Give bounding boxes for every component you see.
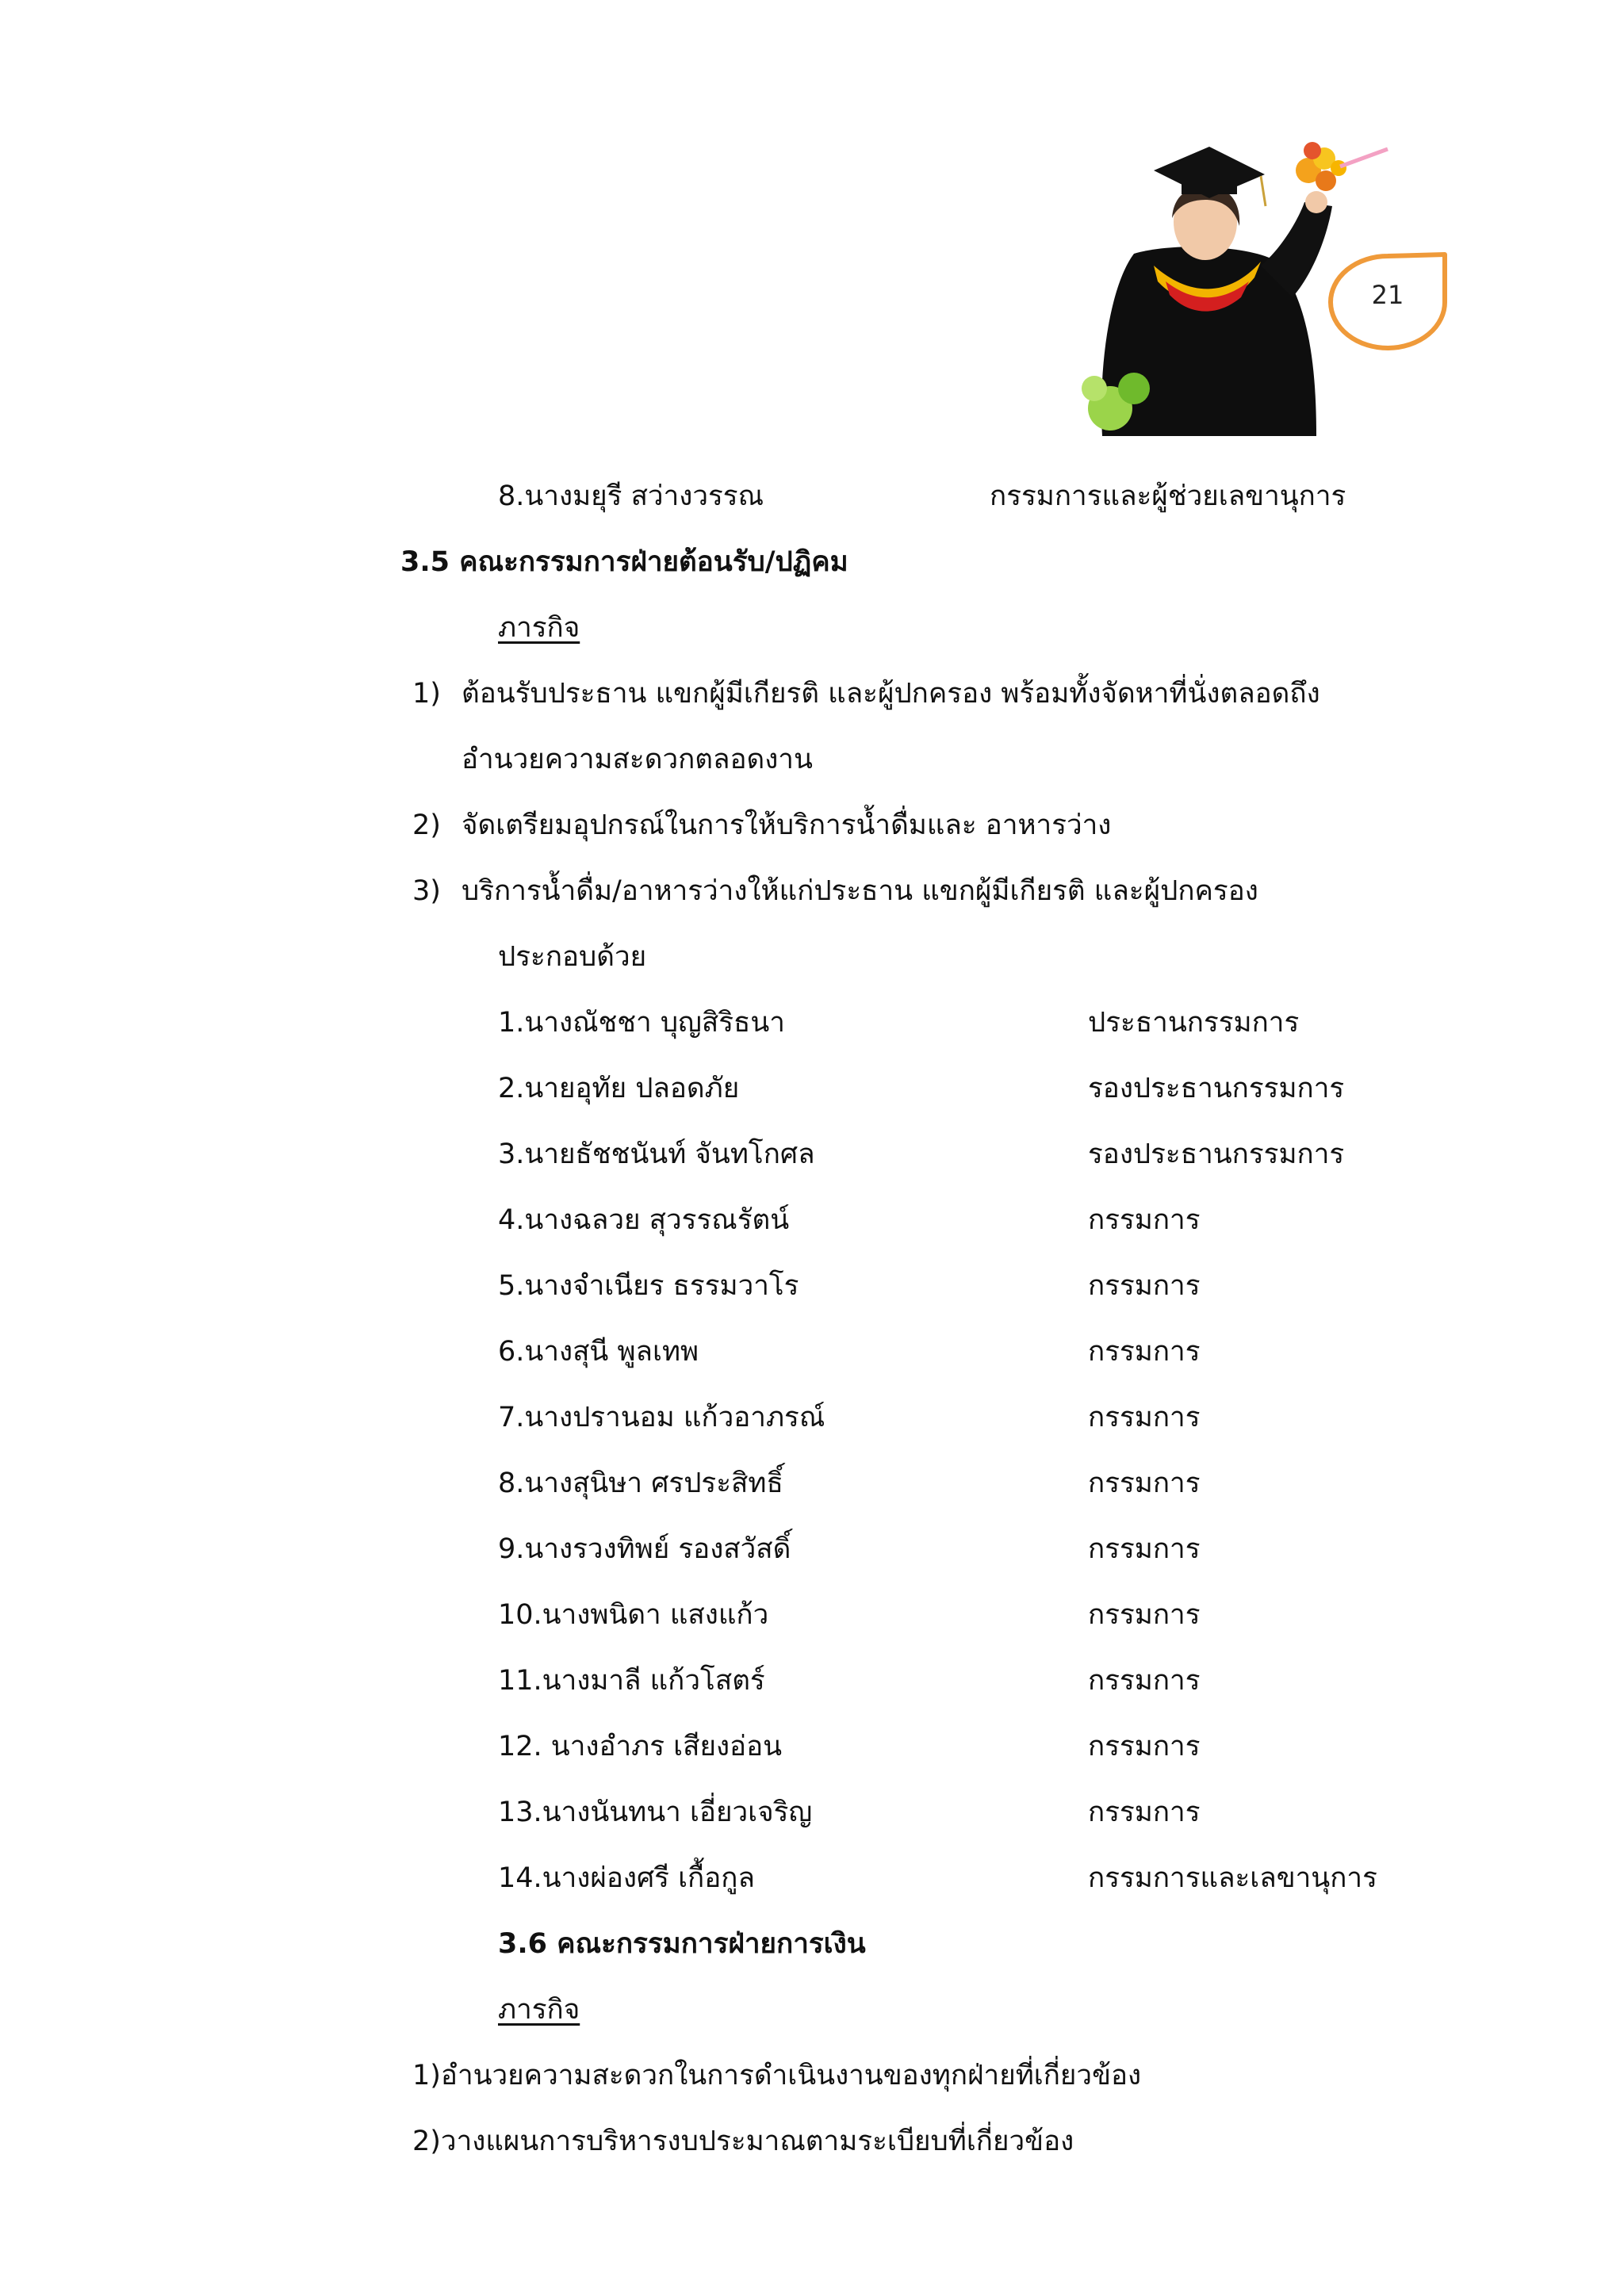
member-name: 4.นางฉลวย สุวรรณรัตน์ [498,1204,790,1236]
member-role: รองประธานกรรมการ [1088,1073,1345,1104]
task-text-continued: อำนวยความสะดวกตลอดงาน [462,744,813,775]
member-role: กรรมการ [1088,1533,1201,1565]
member-name: 2.นายอุทัย ปลอดภัย [498,1073,740,1104]
page-number: 21 [1371,280,1404,310]
member-name: 3.นายธัชชนันท์ จันทโกศล [498,1138,815,1170]
task-text: บริการน้ำดื่ม/อาหารว่างให้แก่ประธาน แขกผู้มีเกียรติ และผู้ปกครอง [462,875,1258,907]
member-role: กรรมการ [1088,1270,1201,1302]
member-role: รองประธานกรรมการ [1088,1138,1345,1170]
task-text: จัดเตรียมอุปกรณ์ในการให้บริการน้ำดื่มและ อาหารว่าง [462,809,1112,841]
member-name: 1.นางณัชชา บุญสิริธนา [498,1007,785,1039]
member-name: 13.นางนันทนา เอี่ยวเจริญ [498,1797,813,1828]
member-name: 14.นางผ่องศรี เกื้อกูล [498,1862,755,1894]
section-heading: 3.5 คณะกรรมการฝ่ายต้อนรับ/ปฏิคม [400,546,848,578]
task-text: 1)อำนวยความสะดวกในการดำเนินงานของทุกฝ่ายที่เกี่ยวข้อง [412,2060,1142,2091]
task-number: 1) [412,678,441,710]
task-number: 3) [412,875,441,907]
member-name: 12. นางอำภร เสียงอ่อน [498,1731,783,1762]
mission-label: ภารกิจ [498,612,580,644]
member-role: กรรมการและเลขานุการ [1088,1862,1377,1894]
composed-of-label: ประกอบด้วย [498,941,647,973]
member-name: 11.นางมาลี แก้วโสตร์ [498,1665,765,1697]
task-number: 2) [412,809,441,841]
member-role: กรรมการ [1088,1336,1201,1368]
member-name: 5.นางจำเนียร ธรรมวาโร [498,1270,799,1302]
mission-label: ภารกิจ [498,1994,580,2026]
task-text: 2)วางแผนการบริหารงบประมาณตามระเบียบที่เกี่ยวข้อง [412,2126,1074,2157]
member-role: ประธานกรรมการ [1088,1007,1300,1039]
section-heading: 3.6 คณะกรรมการฝ่ายการเงิน [498,1928,866,1960]
member-name: 7.นางปรานอม แก้วอาภรณ์ [498,1402,825,1433]
member-role: กรรมการและผู้ช่วยเลขานุการ [990,480,1346,512]
member-role: กรรมการ [1088,1665,1201,1697]
member-role: กรรมการ [1088,1599,1201,1631]
member-role: กรรมการ [1088,1402,1201,1433]
member-name: 8.นางมยุรี สว่างวรรณ [498,480,764,512]
member-role: กรรมการ [1088,1204,1201,1236]
member-role: กรรมการ [1088,1797,1201,1828]
member-name: 9.นางรวงทิพย์ รองสวัสดิ์ [498,1533,791,1565]
member-name: 6.นางสุนี พูลเทพ [498,1336,699,1368]
member-role: กรรมการ [1088,1468,1201,1499]
task-text: ต้อนรับประธาน แขกผู้มีเกียรติ และผู้ปกครอง พร้อมทั้งจัดหาที่นั่งตลอดถึง [462,678,1320,710]
member-role: กรรมการ [1088,1731,1201,1762]
member-name: 10.นางพนิดา แสงแก้ว [498,1599,769,1631]
member-name: 8.นางสุนิษา ศรประสิทธิ์ [498,1468,783,1499]
